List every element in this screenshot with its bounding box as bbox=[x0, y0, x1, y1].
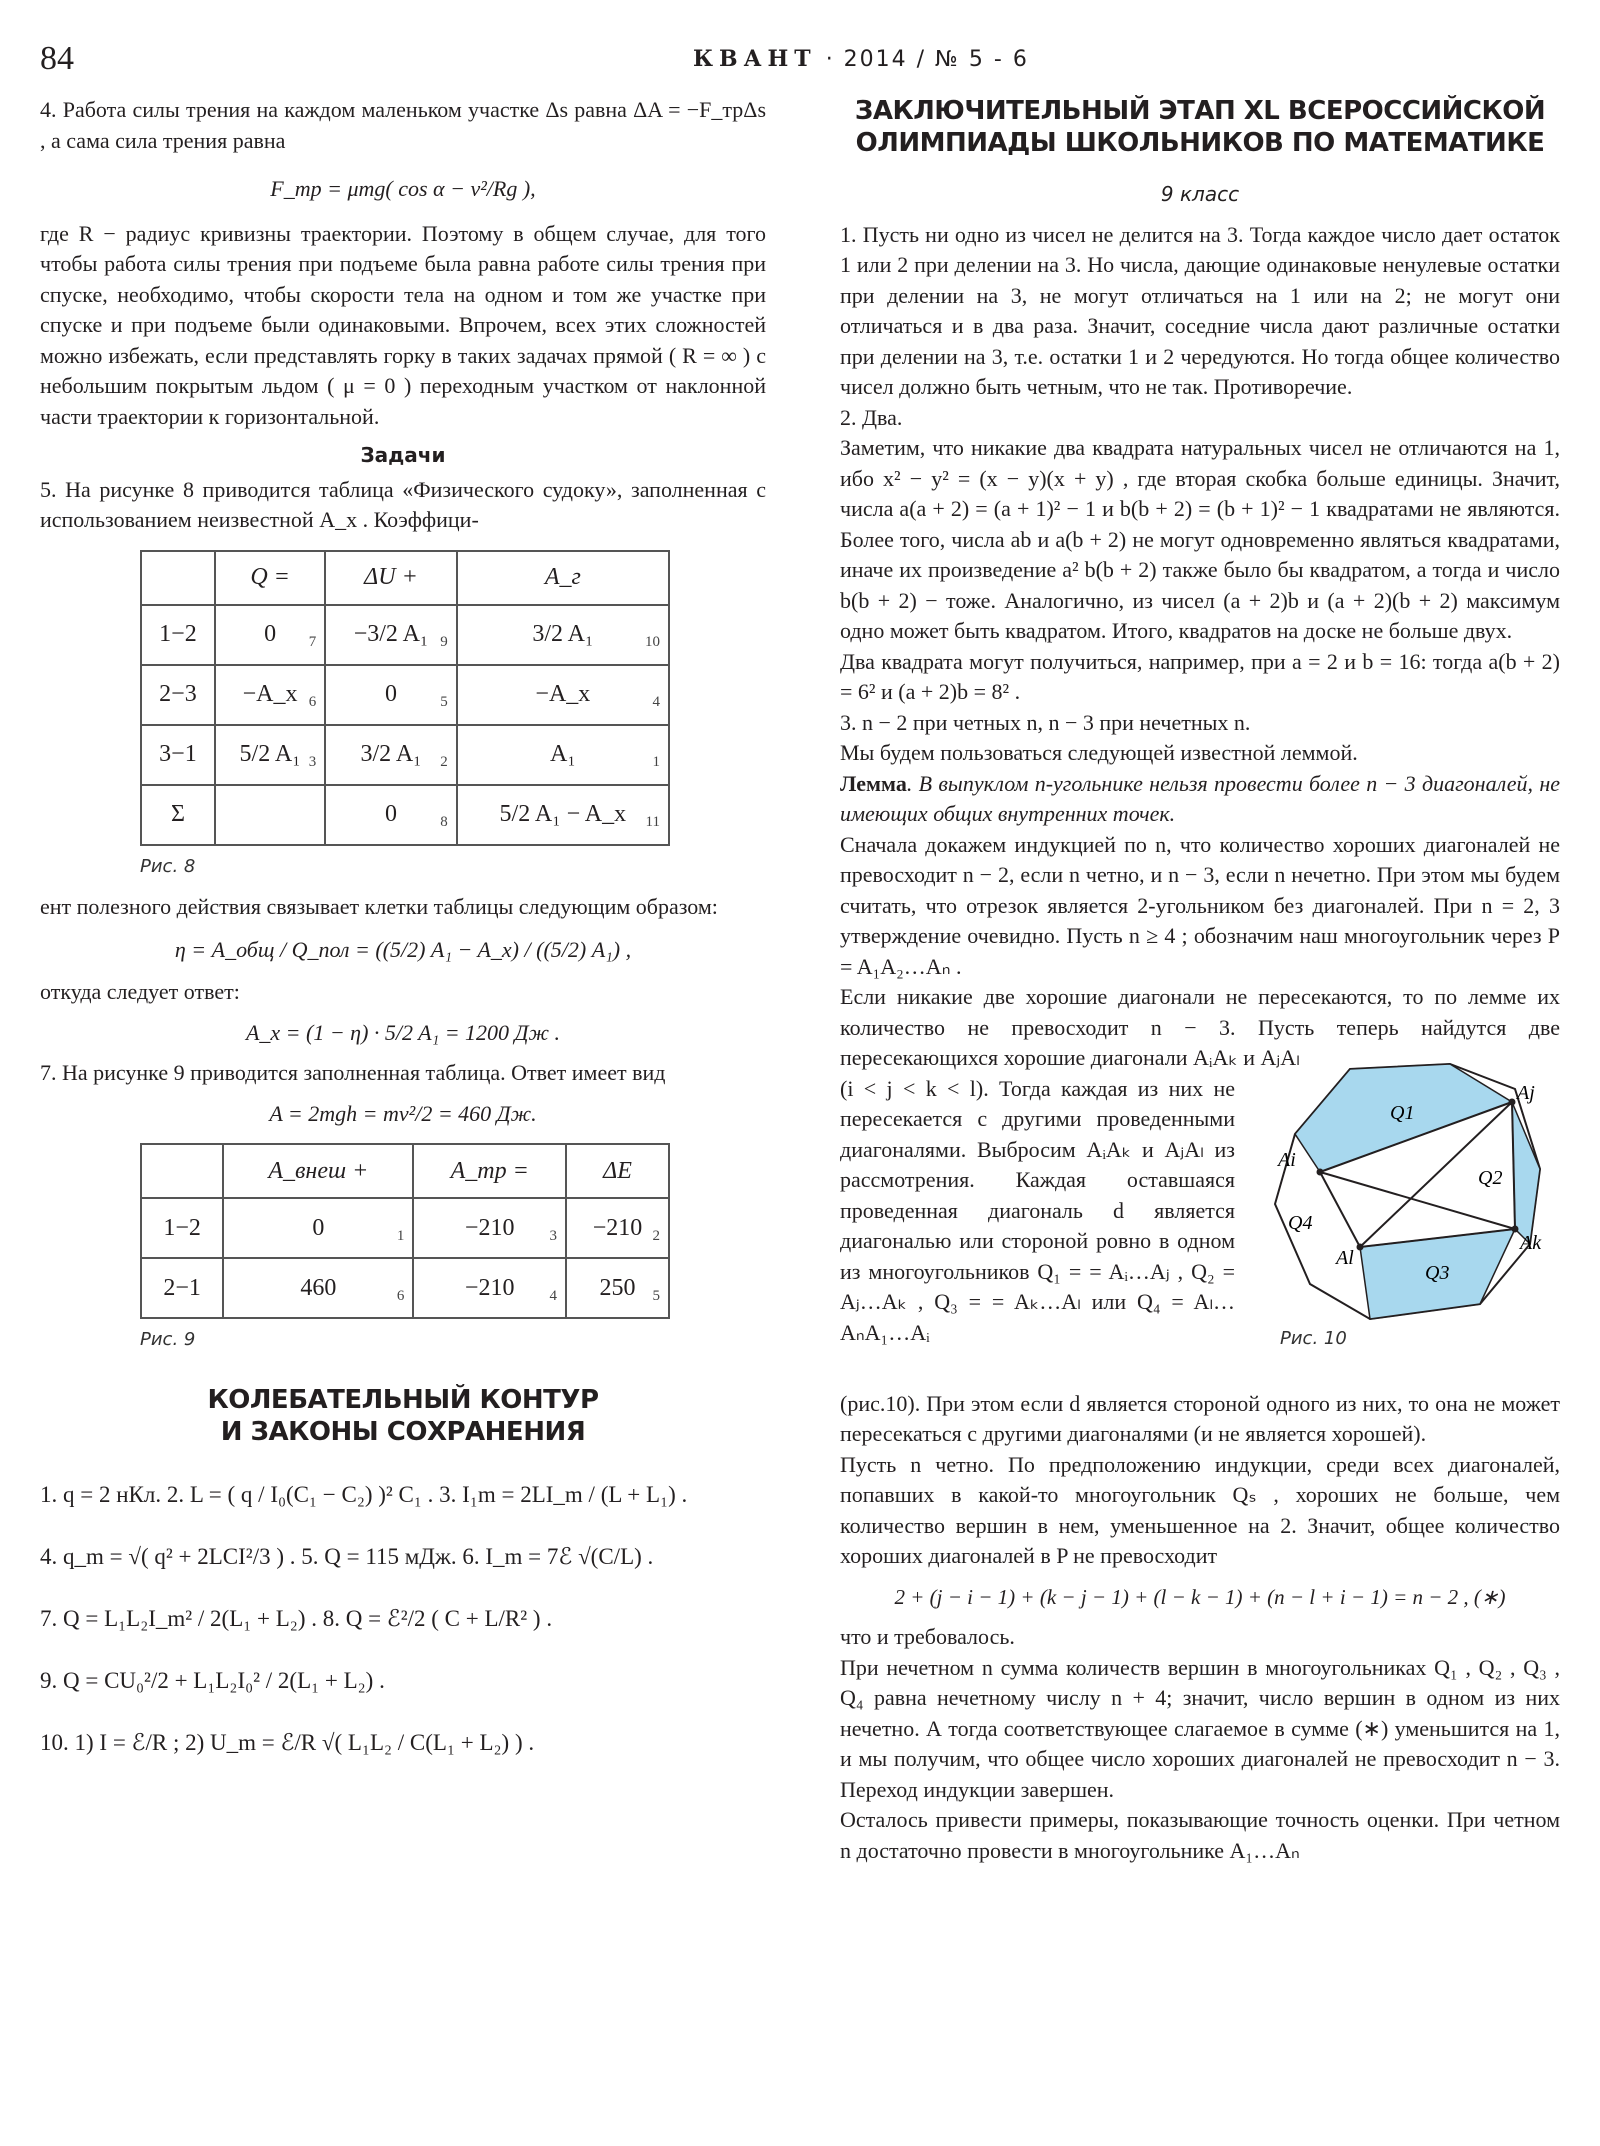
figure-caption: Рис. 8 bbox=[140, 855, 196, 877]
paragraph: откуда следует ответ: bbox=[40, 979, 240, 1004]
table-header-cell: A_г bbox=[457, 551, 669, 605]
table-cell bbox=[325, 725, 456, 785]
lemma-text: . В выпуклом n-угольнике нельзя провести более n − 3 диагоналей, не имеющих общих внутренних точек. bbox=[840, 770, 1560, 826]
table-row bbox=[141, 785, 669, 845]
paragraph: где R − радиус кривизны траектории. Поэтому в общем случае, для того чтобы работа силы трения при подъеме была равна работе силы трения при спуске, необходимо, чтобы скорости тела на одном и том же участке при спуске и при подъеме были одинаковыми. Впрочем, всех этих сложностей можно избежать, если представлять горку в таких задачах прямой ( R = ∞ ) с небольшим покрытым льдом ( μ = 0 ) переходным участком от наклонной части траектории к горизонтальной. bbox=[40, 220, 766, 429]
table-cell bbox=[457, 785, 669, 845]
table-cell bbox=[325, 785, 456, 845]
table-cell bbox=[325, 665, 456, 725]
cell-index: 11 bbox=[645, 814, 660, 830]
paragraph: 5. На рисунке 8 приводится таблица «Физического судоку», заполненная с использованием неизвестной A_x . Коэффици- bbox=[40, 476, 766, 532]
cell-index: 2 bbox=[440, 754, 448, 770]
table-cell bbox=[215, 725, 325, 785]
table-cell bbox=[413, 1258, 566, 1318]
table-cell bbox=[566, 1258, 669, 1318]
table-row-label: 1−2 bbox=[141, 605, 215, 665]
cell-value: 0 bbox=[384, 681, 397, 708]
table-figure-9 bbox=[140, 1143, 670, 1319]
table-header-row bbox=[141, 551, 669, 605]
label-q1: Q1 bbox=[1390, 1101, 1415, 1124]
table-cell bbox=[223, 1258, 413, 1318]
paragraph: Если никакие две хорошие диагонали не пересекаются, то по лемме их количество не превосходит n − 3. Пусть теперь найдутся две пересекающихся хорошие диагонали AᵢAₖ и AⱼAₗ bbox=[840, 984, 1560, 1070]
label-ai: Ai bbox=[1278, 1148, 1296, 1171]
cell-value: 250 bbox=[599, 1274, 636, 1301]
cell-index: 9 bbox=[440, 634, 448, 650]
cell-value: A₁ bbox=[550, 741, 576, 768]
section-title-line: И ЗАКОНЫ СОХРАНЕНИЯ bbox=[220, 1416, 586, 1447]
table-row bbox=[141, 1258, 669, 1318]
table-cell bbox=[457, 725, 669, 785]
table-header-row bbox=[141, 1144, 669, 1198]
paragraph: (i < j < k < l). Тогда каждая из них не пересекается с другими проведенными диагоналями. Выбросим AᵢAₖ и AⱼAₗ из рассмотрения. Каждая оставшаяся проведенная диагональ d является диагональю или стороной ровно в одном из многоугольников Q₁ = = Aᵢ…Aⱼ , Q₂ = Aⱼ…Aₖ , Q₃ = = Aₖ…Aₗ или Q₄ = Aₗ…AₙA₁…Aᵢ bbox=[840, 1075, 1235, 1345]
table-header-cell: Q = bbox=[215, 551, 325, 605]
paragraph: Пусть n четно. По предположению индукции, среди всех диагоналей, попавших в какой-то многоугольник Qₛ , хороших не больше, чем количество вершин в нем, уменьшенное на 2. Значит, общее количество хороших диагоналей в P не превосходит bbox=[840, 1451, 1560, 1568]
cell-value: 0 bbox=[312, 1214, 325, 1241]
paragraph: 4. Работа силы трения на каждом маленьком участке Δs равна ΔA = −F_трΔs , а сама сила трения равна bbox=[40, 97, 766, 153]
paragraph: (рис.10). При этом если d является стороной одного из них, то она не может пересекаться с другими диагоналями (и не является хорошей). bbox=[840, 1390, 1560, 1446]
cell-index: 4 bbox=[549, 1287, 557, 1304]
label-q4: Q4 bbox=[1288, 1211, 1313, 1234]
cell-index: 5 bbox=[652, 1287, 660, 1304]
answer-line: 1. q = 2 нКл. 2. L = ( q / I₀(C₁ − C₂) )² C₁ . 3. I₁m = 2LI_m / (L + L₁) . bbox=[40, 1481, 688, 1507]
vertex-aj bbox=[1509, 1098, 1516, 1105]
label-q3: Q3 bbox=[1425, 1261, 1450, 1284]
cell-index: 3 bbox=[308, 754, 317, 770]
vertex-ak bbox=[1512, 1225, 1519, 1232]
table-cell bbox=[215, 605, 325, 665]
cell-value: 0 bbox=[264, 621, 277, 648]
table-cell bbox=[325, 605, 456, 665]
table-cell bbox=[457, 665, 669, 725]
paragraph: Два квадрата могут получиться, например, при a = 2 и b = 16: тогда a(b + 2) = 6² и (a + 2)b = 8² . bbox=[840, 648, 1560, 704]
cell-index: 6 bbox=[308, 694, 317, 710]
formula: A_x = (1 − η) · 5/2 A₁ = 1200 Дж . bbox=[245, 1019, 561, 1045]
answer-line: 10. 1) I = ℰ/R ; 2) U_m = ℰ/R √( L₁L₂ / C(L₁ + L₂) ) . bbox=[40, 1729, 535, 1755]
table-row bbox=[141, 665, 669, 725]
cell-value: 5/2 A₁ bbox=[239, 741, 301, 768]
cell-value: −210 bbox=[464, 1274, 515, 1301]
table-row-label: 2−1 bbox=[141, 1258, 223, 1318]
answers-list bbox=[40, 1464, 766, 1774]
section-title bbox=[40, 1384, 766, 1448]
cell-value: −210 bbox=[464, 1214, 515, 1241]
label-al: Al bbox=[1336, 1246, 1354, 1269]
formula: F_тр = μmg( cos α − v²/Rg ), bbox=[270, 176, 536, 201]
paragraph: Сначала докажем индукцией по n, что количество хороших диагоналей не превосходит n − 2, если n четно, и n − 3, если n нечетно. При этом мы будем считать, что отрезок является 2-угольником без диагоналей. При n = 2, 3 утверждение очевидно. Пусть n ≥ 4 ; обозначим наш многоугольник через P = A₁A₂…Aₙ . bbox=[840, 831, 1560, 979]
table-row-label: Σ bbox=[141, 785, 215, 845]
formula: η = A_общ / Q_пол = ((5/2) A₁ − A_x) / ((5/2) A₁) , bbox=[174, 936, 632, 962]
formula: A = 2mgh = mv²/2 = 460 Дж. bbox=[269, 1100, 537, 1126]
cell-value: −A_x bbox=[535, 681, 591, 708]
table-header-cell: A_тр = bbox=[413, 1144, 566, 1198]
section-title-line: КОЛЕБАТЕЛЬНЫЙ КОНТУР bbox=[207, 1384, 599, 1415]
article-title-line: ОЛИМПИАДЫ ШКОЛЬНИКОВ ПО МАТЕМАТИКЕ bbox=[855, 128, 1545, 158]
answer-line: 7. Q = L₁L₂I_m² / 2(L₁ + L₂) . 8. Q = ℰ²/2 ( C + L/R² ) . bbox=[40, 1605, 553, 1631]
table-header-cell: ΔE bbox=[566, 1144, 669, 1198]
table-header-cell: ΔU + bbox=[325, 551, 456, 605]
lemma-label: Лемма bbox=[840, 770, 907, 796]
lemma bbox=[840, 769, 1560, 830]
answer-line: 4. q_m = √( q² + 2LCI²/3 ) . 5. Q = 115 мДж. 6. I_m = 7ℰ √(C/L) . bbox=[40, 1543, 654, 1569]
page-number: 84 bbox=[40, 40, 74, 77]
table-cell bbox=[215, 785, 325, 845]
table-row-label: 1−2 bbox=[141, 1198, 223, 1258]
page-header bbox=[40, 40, 1570, 80]
paragraph: 1. Пусть ни одно из чисел не делится на 3. Тогда каждое число дает остаток 1 или 2 при делении на 3. Но числа, дающие одинаковые ненулевые остатки при делении на 3, не могут отличаться на 1 или на 2; не могут они отличаться и в два раза. Значит, соседние числа дают различные остатки при делении на 3, т.е. остатки 1 и 2 чередуются. Но тогда общее количество чисел должно быть четным, что не так. Противоречие. bbox=[840, 221, 1560, 399]
vertex-ai bbox=[1317, 1168, 1324, 1175]
article-title-line: ЗАКЛЮЧИТЕЛЬНЫЙ ЭТАП XL ВСЕРОССИЙСКОЙ bbox=[854, 96, 1546, 126]
paragraph: Осталось привести примеры, показывающие точность оценки. При четном n достаточно провести в многоугольнике A₁…Aₙ bbox=[840, 1807, 1560, 1863]
cell-index: 5 bbox=[440, 694, 448, 710]
figure-caption: Рис. 10 bbox=[1280, 1327, 1347, 1349]
table-row-label: 3−1 bbox=[141, 725, 215, 785]
cell-index: 7 bbox=[308, 634, 317, 650]
table-cell bbox=[215, 665, 325, 725]
figure-10-polygon bbox=[1250, 1054, 1570, 1354]
cell-value: 0 bbox=[384, 801, 397, 828]
vertex-al bbox=[1357, 1243, 1364, 1250]
table-row-label: 2−3 bbox=[141, 665, 215, 725]
cell-index: 3 bbox=[549, 1227, 557, 1244]
table-row bbox=[141, 605, 669, 665]
cell-value: 3/2 A₁ bbox=[360, 741, 422, 768]
label-aj: Aj bbox=[1517, 1081, 1535, 1104]
cell-index: 4 bbox=[652, 694, 660, 710]
table-row bbox=[141, 1198, 669, 1258]
table-row bbox=[141, 725, 669, 785]
paragraph: 2. Два. bbox=[840, 404, 903, 430]
paragraph: Мы будем пользоваться следующей известной леммой. bbox=[840, 740, 1358, 765]
journal-name: КВАНТ bbox=[693, 46, 817, 72]
journal-title bbox=[693, 46, 1029, 72]
table-cell bbox=[223, 1198, 413, 1258]
paragraph: При нечетном n сумма количеств вершин в многоугольниках Q₁ , Q₂ , Q₃ , Q₄ равна нечетному числу n + 4; значит, число вершин в одном из них нечетно. А тогда соответствующее слагаемое в сумме (∗) уменьшится на 1, и мы получим, что общее число хороших диагоналей не превосходит n − 3. Переход индукции завершен. bbox=[840, 1654, 1560, 1802]
paragraph: 7. На рисунке 9 приводится заполненная таблица. Ответ имеет вид bbox=[40, 1060, 666, 1085]
paragraph: Заметим, что никакие два квадрата натуральных чисел не отличаются на 1, ибо x² − y² = (x − y)(x + y) , где вторая скобка больше единицы. Значит, числа a(a + 2) = (a + 1)² − 1 и b(b + 2) = (b + 1)² − 1 квадратами не являются. Более того, числа ab и a(b + 2) не могут одновременно являться квадратами, иначе их произведение a² b(b + 2) также было бы квадратом, а тогда и число b(b + 2) − тоже. Аналогично, из чисел (a + 2)b и (a + 2)(b + 2) максимум одно может быть квадратом. Итого, квадратов на доске не больше двух. bbox=[840, 435, 1560, 643]
table-cell bbox=[457, 605, 669, 665]
cell-value: −A_x bbox=[242, 681, 298, 708]
table-cell bbox=[413, 1198, 566, 1258]
right-column bbox=[840, 95, 1560, 1866]
label-ak: Ak bbox=[1520, 1231, 1542, 1254]
left-column bbox=[40, 95, 766, 1774]
cell-index: 6 bbox=[396, 1287, 405, 1304]
cell-index: 10 bbox=[645, 634, 660, 650]
cell-index: 1 bbox=[396, 1227, 405, 1244]
cell-index: 1 bbox=[652, 754, 660, 770]
table-header-cell: A_внеш + bbox=[223, 1144, 413, 1198]
figure-caption: Рис. 9 bbox=[140, 1329, 196, 1350]
journal-issue: · 2014 / № 5 - 6 bbox=[825, 47, 1029, 72]
cell-index: 8 bbox=[440, 814, 448, 830]
section-heading: Задачи bbox=[360, 443, 446, 467]
paragraph: ент полезного действия связывает клетки таблицы следующим образом: bbox=[40, 894, 718, 919]
cell-value: 460 bbox=[300, 1274, 337, 1301]
paragraph: что и требовалось. bbox=[840, 1624, 1015, 1649]
cell-index: 2 bbox=[652, 1227, 660, 1244]
label-q2: Q2 bbox=[1478, 1166, 1503, 1189]
table-figure-8 bbox=[140, 550, 670, 846]
cell-value: 5/2 A₁ − A_x bbox=[499, 801, 627, 828]
cell-value: −3/2 A₁ bbox=[353, 621, 429, 648]
answer-line: 9. Q = CU₀²/2 + L₁L₂I₀² / 2(L₁ + L₂) . bbox=[40, 1667, 385, 1693]
table-header-cell bbox=[141, 551, 215, 605]
paragraph: 3. n − 2 при четных n, n − 3 при нечетных n. bbox=[840, 709, 1251, 735]
formula: 2 + (j − i − 1) + (k − j − 1) + (l − k − 1) + (n − l + i − 1) = n − 2 , (∗) bbox=[894, 1584, 1506, 1609]
table-cell bbox=[566, 1198, 669, 1258]
grade-heading: 9 класс bbox=[1160, 182, 1240, 206]
figure-wrap bbox=[840, 1074, 1560, 1389]
article-title bbox=[840, 95, 1560, 159]
cell-value: 3/2 A₁ bbox=[532, 621, 594, 648]
cell-value: −210 bbox=[592, 1214, 643, 1241]
table-header-cell bbox=[141, 1144, 223, 1198]
